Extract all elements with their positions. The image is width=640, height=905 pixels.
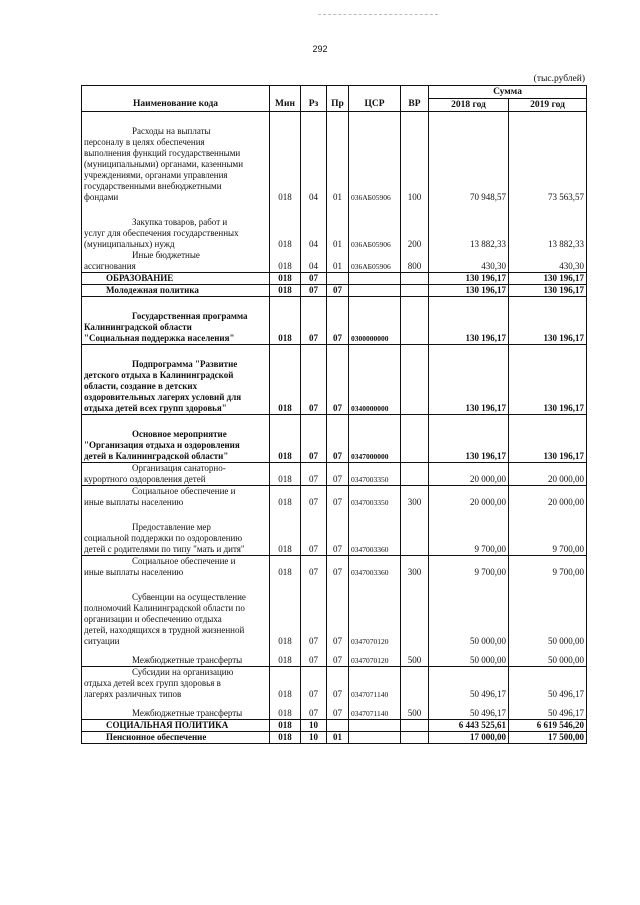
row-rz: 07 bbox=[301, 415, 327, 463]
row-name-line: Субвенции на осуществление bbox=[132, 592, 246, 602]
table-row bbox=[82, 700, 587, 720]
row-name-line: Пенсионное обеспечение bbox=[106, 732, 207, 742]
row-name-line: (муниципальными) органами, казенными bbox=[84, 159, 244, 169]
row-rz: 07 bbox=[301, 345, 327, 415]
row-min: 018 bbox=[270, 578, 301, 647]
row-vr: 500 bbox=[401, 700, 429, 720]
row-sum-2018: 130 196,17 bbox=[429, 345, 509, 415]
row-name-line: организации и обеспечению отдыха bbox=[84, 614, 222, 624]
row-pr: 07 bbox=[327, 297, 349, 345]
row-pr: 07 bbox=[327, 556, 349, 579]
row-min: 018 bbox=[270, 720, 301, 732]
row-sum-2018: 130 196,17 bbox=[429, 415, 509, 463]
row-sum-2018: 130 196,17 bbox=[429, 273, 509, 285]
table-row bbox=[82, 345, 587, 415]
header-min: Мин bbox=[270, 99, 301, 112]
table-row bbox=[82, 250, 587, 273]
row-name-line: отдыха детей всех групп здоровья" bbox=[84, 403, 227, 413]
row-name-line: области, создание в детских bbox=[84, 381, 198, 391]
row-name-line: персоналу в целях обеспечения bbox=[84, 137, 205, 147]
row-rz: 07 bbox=[301, 508, 327, 556]
row-min: 018 bbox=[270, 647, 301, 667]
row-name-line: выполнения функций государственными bbox=[84, 148, 241, 158]
row-name bbox=[82, 297, 270, 345]
row-sum-2018: 50 496,17 bbox=[429, 700, 509, 720]
row-rz: 04 bbox=[301, 250, 327, 273]
row-csr bbox=[349, 720, 401, 732]
row-min: 018 bbox=[270, 463, 301, 486]
row-name-line: услуг для обеспечения государственных bbox=[84, 228, 239, 238]
row-sum-2018: 430,30 bbox=[429, 250, 509, 273]
row-pr: 07 bbox=[327, 285, 349, 297]
table-row bbox=[82, 732, 587, 744]
row-name-line: Основное мероприятие bbox=[132, 429, 227, 439]
table-row bbox=[82, 720, 587, 732]
row-name-line: Закупка товаров, работ и bbox=[132, 217, 228, 227]
table-row bbox=[82, 463, 587, 486]
row-name-line: СОЦИАЛЬНАЯ ПОЛИТИКА bbox=[106, 720, 229, 730]
row-name bbox=[82, 486, 270, 509]
row-min: 018 bbox=[270, 250, 301, 273]
row-vr: 300 bbox=[401, 486, 429, 509]
row-name bbox=[82, 285, 270, 297]
header-name: Наименование кода bbox=[82, 99, 270, 112]
row-pr: 07 bbox=[327, 667, 349, 701]
row-csr: 0347003350 bbox=[349, 486, 401, 509]
row-sum-2019: 73 563,57 bbox=[509, 112, 587, 204]
table-row bbox=[82, 486, 587, 509]
row-sum-2019: 50 496,17 bbox=[509, 667, 587, 701]
row-pr: 07 bbox=[327, 700, 349, 720]
row-sum-2018: 50 000,00 bbox=[429, 578, 509, 647]
row-pr: 01 bbox=[327, 732, 349, 744]
row-csr bbox=[349, 273, 401, 285]
row-vr bbox=[401, 578, 429, 647]
row-name-line: Социальное обеспечение и bbox=[132, 486, 236, 496]
table-row bbox=[82, 556, 587, 579]
row-sum-2019: 17 500,00 bbox=[509, 732, 587, 744]
row-sum-2018: 70 948,57 bbox=[429, 112, 509, 204]
row-pr bbox=[327, 720, 349, 732]
row-pr: 01 bbox=[327, 112, 349, 204]
row-csr: 036АБ05906 bbox=[349, 112, 401, 204]
row-name-line: детей с родителями по типу "мать и дитя" bbox=[84, 544, 245, 554]
row-sum-2019: 50 000,00 bbox=[509, 578, 587, 647]
table-row bbox=[82, 647, 587, 667]
row-min: 018 bbox=[270, 508, 301, 556]
row-min: 018 bbox=[270, 273, 301, 285]
row-name bbox=[82, 508, 270, 556]
row-name bbox=[82, 273, 270, 285]
row-name bbox=[82, 415, 270, 463]
row-name-line: Межбюджетные трансферты bbox=[132, 708, 243, 718]
row-rz: 07 bbox=[301, 556, 327, 579]
row-min: 018 bbox=[270, 486, 301, 509]
header-2018: 2018 год bbox=[429, 99, 509, 112]
row-vr bbox=[401, 415, 429, 463]
row-name-line: отдыха детей всех групп здоровья в bbox=[84, 678, 221, 688]
row-pr: 07 bbox=[327, 578, 349, 647]
header-sum: Сумма bbox=[429, 86, 587, 99]
row-sum-2019: 130 196,17 bbox=[509, 415, 587, 463]
row-name-line: ассигнования bbox=[84, 261, 136, 271]
row-pr: 01 bbox=[327, 203, 349, 250]
row-name-line: ОБРАЗОВАНИЕ bbox=[106, 273, 174, 283]
row-sum-2019: 50 000,00 bbox=[509, 647, 587, 667]
table-row bbox=[82, 508, 587, 556]
row-sum-2019: 9 700,00 bbox=[509, 508, 587, 556]
row-csr: 036АБ05906 bbox=[349, 250, 401, 273]
row-sum-2019: 430,30 bbox=[509, 250, 587, 273]
units-label: (тыс.рублей) bbox=[533, 74, 585, 84]
row-pr: 07 bbox=[327, 463, 349, 486]
row-csr: 0300000000 bbox=[349, 297, 401, 345]
row-vr: 100 bbox=[401, 112, 429, 204]
row-sum-2018: 50 496,17 bbox=[429, 667, 509, 701]
table-row bbox=[82, 578, 587, 647]
row-csr: 0347003350 bbox=[349, 463, 401, 486]
header-vr: ВР bbox=[401, 99, 429, 112]
row-rz: 04 bbox=[301, 112, 327, 204]
row-pr: 01 bbox=[327, 250, 349, 273]
row-vr: 500 bbox=[401, 647, 429, 667]
row-name bbox=[82, 732, 270, 744]
row-rz: 07 bbox=[301, 486, 327, 509]
row-min: 018 bbox=[270, 556, 301, 579]
header-2019: 2019 год bbox=[509, 99, 587, 112]
row-pr: 07 bbox=[327, 647, 349, 667]
row-name-line: "Организация отдыха и оздоровления bbox=[84, 440, 240, 450]
row-sum-2018: 6 443 525,61 bbox=[429, 720, 509, 732]
table-row bbox=[82, 667, 587, 701]
row-min: 018 bbox=[270, 700, 301, 720]
row-name-line: социальной поддержки по оздоровлению bbox=[84, 533, 243, 543]
row-name bbox=[82, 112, 270, 204]
row-sum-2019: 130 196,17 bbox=[509, 345, 587, 415]
row-csr: 0340000000 bbox=[349, 345, 401, 415]
row-csr: 0347071140 bbox=[349, 667, 401, 701]
row-rz: 07 bbox=[301, 463, 327, 486]
row-name bbox=[82, 250, 270, 273]
row-vr bbox=[401, 345, 429, 415]
table-row bbox=[82, 273, 587, 285]
row-csr: 036АБ05906 bbox=[349, 203, 401, 250]
row-name-line: Организация санаторно- bbox=[132, 463, 226, 473]
row-name-line: учреждениями, органами управления bbox=[84, 170, 228, 180]
row-name-line: Калининградской области bbox=[84, 322, 192, 332]
row-min: 018 bbox=[270, 732, 301, 744]
row-name-line: полномочий Калининградской области по bbox=[84, 603, 245, 613]
row-pr bbox=[327, 273, 349, 285]
row-rz: 07 bbox=[301, 285, 327, 297]
row-vr bbox=[401, 732, 429, 744]
row-sum-2019: 130 196,17 bbox=[509, 297, 587, 345]
row-pr: 07 bbox=[327, 508, 349, 556]
row-name bbox=[82, 647, 270, 667]
row-sum-2019: 20 000,00 bbox=[509, 463, 587, 486]
row-min: 018 bbox=[270, 203, 301, 250]
row-name-line: государственными внебюджетными bbox=[84, 181, 222, 191]
row-sum-2018: 17 000,00 bbox=[429, 732, 509, 744]
row-name bbox=[82, 556, 270, 579]
row-csr bbox=[349, 285, 401, 297]
header-csr: ЦСР bbox=[349, 99, 401, 112]
row-name-line: Подпрограмма "Развитие bbox=[132, 359, 238, 369]
row-min: 018 bbox=[270, 112, 301, 204]
row-csr: 0347003360 bbox=[349, 508, 401, 556]
row-name-line: Иные бюджетные bbox=[132, 250, 200, 260]
row-sum-2019: 13 882,33 bbox=[509, 203, 587, 250]
row-rz: 10 bbox=[301, 720, 327, 732]
row-name-line: детей, находящихся в трудной жизненной bbox=[84, 625, 245, 635]
scan-artifact-line bbox=[318, 14, 438, 15]
row-rz: 07 bbox=[301, 297, 327, 345]
row-name bbox=[82, 720, 270, 732]
row-name-line: курортного оздоровления детей bbox=[84, 474, 206, 484]
row-name-line: Межбюджетные трансферты bbox=[132, 655, 243, 665]
row-name-line: лагерях различных типов bbox=[84, 689, 182, 699]
row-sum-2019: 130 196,17 bbox=[509, 285, 587, 297]
table-row bbox=[82, 285, 587, 297]
row-vr bbox=[401, 285, 429, 297]
row-rz: 07 bbox=[301, 273, 327, 285]
row-name-line: Социальное обеспечение и bbox=[132, 556, 236, 566]
row-name-line: ситуации bbox=[84, 636, 120, 646]
row-sum-2018: 9 700,00 bbox=[429, 508, 509, 556]
row-sum-2019: 50 496,17 bbox=[509, 700, 587, 720]
row-vr: 200 bbox=[401, 203, 429, 250]
row-csr: 0347000000 bbox=[349, 415, 401, 463]
row-sum-2018: 130 196,17 bbox=[429, 297, 509, 345]
row-sum-2018: 50 000,00 bbox=[429, 647, 509, 667]
row-sum-2018: 9 700,00 bbox=[429, 556, 509, 579]
row-csr bbox=[349, 732, 401, 744]
row-min: 018 bbox=[270, 415, 301, 463]
row-sum-2019: 6 619 546,20 bbox=[509, 720, 587, 732]
header-pr: Пр bbox=[327, 99, 349, 112]
page-number: 292 bbox=[312, 44, 328, 54]
row-vr bbox=[401, 273, 429, 285]
row-csr: 0347071140 bbox=[349, 700, 401, 720]
row-vr: 300 bbox=[401, 556, 429, 579]
header-rz: Рз bbox=[301, 99, 327, 112]
row-rz: 07 bbox=[301, 700, 327, 720]
table-row bbox=[82, 112, 587, 204]
row-csr: 0347070120 bbox=[349, 647, 401, 667]
row-rz: 07 bbox=[301, 578, 327, 647]
row-sum-2018: 20 000,00 bbox=[429, 463, 509, 486]
row-name-line: фондами bbox=[84, 192, 119, 202]
row-vr bbox=[401, 720, 429, 732]
header-blank bbox=[82, 86, 270, 99]
table-row bbox=[82, 297, 587, 345]
table-row bbox=[82, 203, 587, 250]
row-name bbox=[82, 203, 270, 250]
row-name-line: иные выплаты населению bbox=[84, 567, 184, 577]
row-name bbox=[82, 578, 270, 647]
row-min: 018 bbox=[270, 345, 301, 415]
row-name-line: детей в Калининградской области" bbox=[84, 451, 229, 461]
row-name bbox=[82, 667, 270, 701]
row-vr bbox=[401, 463, 429, 486]
row-sum-2019: 130 196,17 bbox=[509, 273, 587, 285]
row-csr: 0347070120 bbox=[349, 578, 401, 647]
row-csr: 0347003360 bbox=[349, 556, 401, 579]
row-min: 018 bbox=[270, 297, 301, 345]
row-sum-2018: 13 882,33 bbox=[429, 203, 509, 250]
row-name bbox=[82, 345, 270, 415]
row-rz: 07 bbox=[301, 647, 327, 667]
row-name-line: Предоставление мер bbox=[132, 522, 211, 532]
row-name bbox=[82, 463, 270, 486]
row-sum-2019: 9 700,00 bbox=[509, 556, 587, 579]
row-min: 018 bbox=[270, 667, 301, 701]
row-name-line: оздоровительных лагерях условий для bbox=[84, 392, 242, 402]
row-sum-2018: 130 196,17 bbox=[429, 285, 509, 297]
table-body bbox=[82, 112, 587, 744]
budget-table bbox=[81, 85, 587, 744]
row-rz: 04 bbox=[301, 203, 327, 250]
row-name-line: Субсидии на организацию bbox=[132, 667, 234, 677]
row-vr bbox=[401, 297, 429, 345]
row-name-line: "Социальная поддержка населения" bbox=[84, 333, 235, 343]
row-name-line: Государственная программа bbox=[132, 311, 248, 321]
row-vr bbox=[401, 508, 429, 556]
row-pr: 07 bbox=[327, 415, 349, 463]
row-pr: 07 bbox=[327, 486, 349, 509]
row-min: 018 bbox=[270, 285, 301, 297]
row-rz: 10 bbox=[301, 732, 327, 744]
row-name-line: детского отдыха в Калининградской bbox=[84, 370, 234, 380]
row-vr bbox=[401, 667, 429, 701]
row-name-line: Расходы на выплаты bbox=[132, 126, 211, 136]
row-vr: 800 bbox=[401, 250, 429, 273]
row-rz: 07 bbox=[301, 667, 327, 701]
row-name-line: Молодежная политика bbox=[106, 285, 199, 295]
row-name bbox=[82, 700, 270, 720]
row-pr: 07 bbox=[327, 345, 349, 415]
row-sum-2018: 20 000,00 bbox=[429, 486, 509, 509]
row-sum-2019: 20 000,00 bbox=[509, 486, 587, 509]
row-name-line: (муниципальных) нужд bbox=[84, 239, 175, 249]
row-name-line: иные выплаты населению bbox=[84, 497, 184, 507]
table-row bbox=[82, 415, 587, 463]
